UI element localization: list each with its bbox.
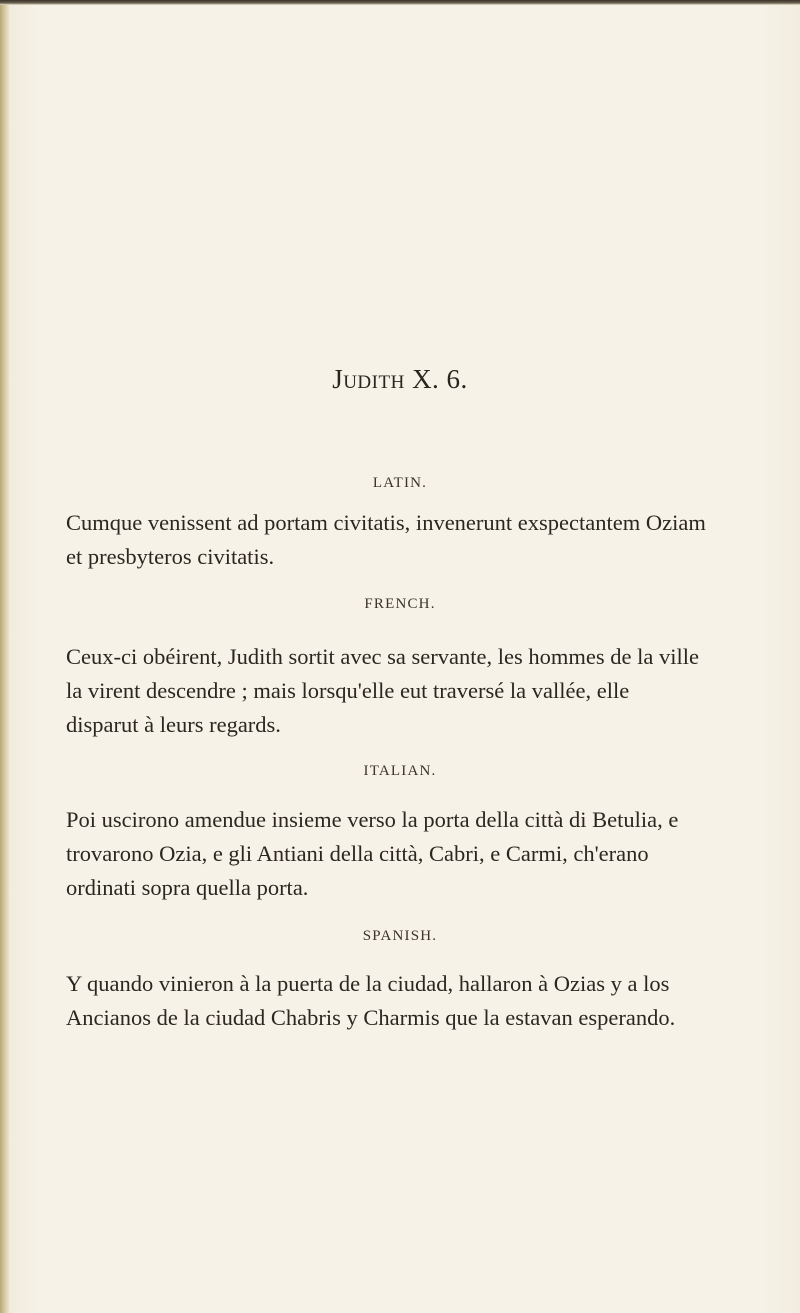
heading-book-name: udith [343, 364, 405, 394]
heading-initial: J [332, 364, 344, 394]
heading-reference: X. 6. [412, 364, 468, 394]
page-top-edge [0, 0, 800, 5]
italian-paragraph: Poi uscirono amendue insieme verso la porta della città di Betulia, e trovarono Ozia, e gli Antiani della città, Cabri, e Carmi, ch'erano ordinati sopra quella porta. [66, 807, 679, 900]
latin-paragraph: Cumque venissent ad portam civitatis, invenerunt exspectantem Oziam et presbyteros civitatis. [66, 510, 706, 569]
section-text-french [66, 640, 706, 742]
section-text-latin [66, 506, 706, 574]
section-text-italian [66, 803, 706, 905]
section-label-french: FRENCH. [364, 596, 436, 612]
section-label-latin: LATIN. [372, 475, 428, 491]
page-heading [0, 364, 800, 395]
french-paragraph: Ceux-ci obéirent, Judith sortit avec sa servante, les hommes de la ville la virent descendre ; mais lorsqu'elle eut traversé la vallée, elle disparut à leurs regards. [66, 644, 699, 737]
section-label-spanish: SPANISH. [362, 928, 438, 944]
page-binding-edge [0, 0, 9, 1313]
section-label-italian: ITALIAN. [363, 763, 437, 779]
spanish-paragraph: Y quando vinieron à la puerta de la ciudad, hallaron à Ozias y a los Ancianos de la ciudad Chabris y Charmis que la estavan esperando. [66, 971, 676, 1030]
section-text-spanish [66, 967, 706, 1035]
